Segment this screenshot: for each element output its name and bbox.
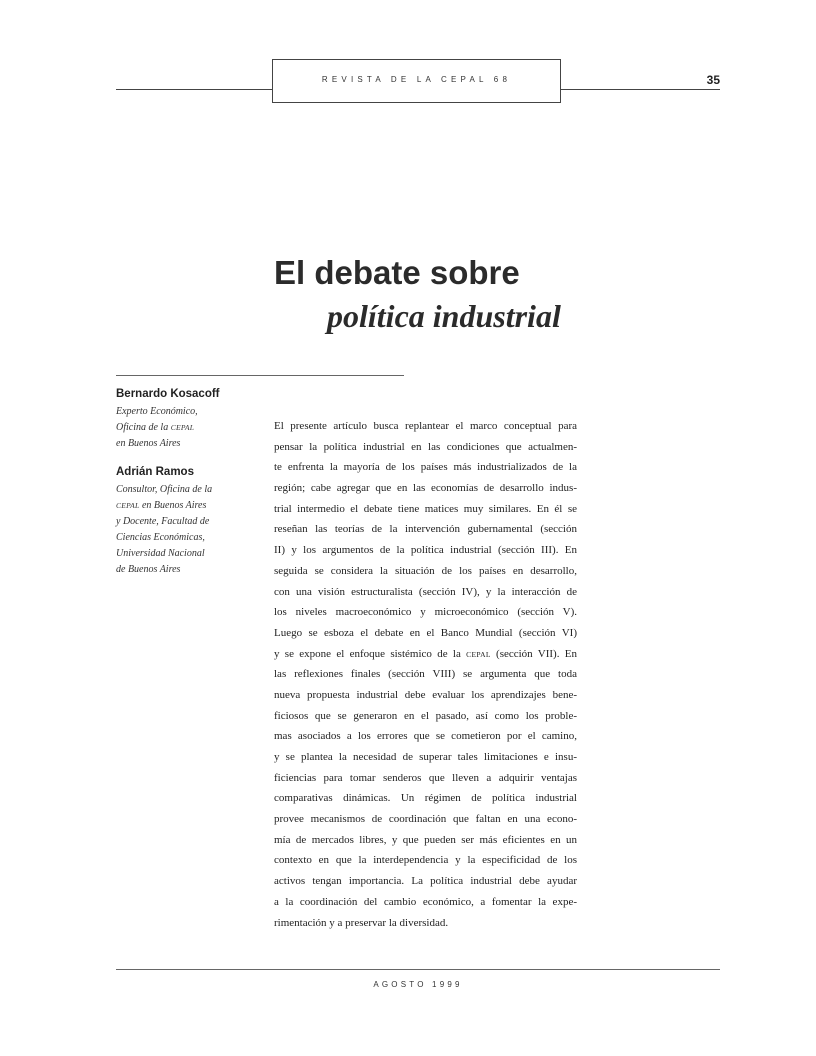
affiliation-line: en Buenos Aires [116,438,181,449]
abstract-line: mas asociados a los errores que se cometieron por el camino, [274,730,577,743]
abstract-line: los niveles macroeconómico y microeconómico (sección V). [274,606,577,619]
author-affiliation [116,482,266,578]
author-affiliation [116,404,266,452]
acronym: CEPAL [170,423,195,432]
abstract-line: provee mecanismos de coordinación que faltan en una econo- [274,813,577,826]
abstract-line: y se plantea la necesidad de superar tales limitaciones e insu- [274,751,577,763]
abstract-line: ficiosos que se generaron en el pasado, así como los proble- [274,709,577,722]
affiliation-line: Experto Económico, [116,406,198,417]
acronym: CEPAL [116,501,140,510]
abstract-line: con una visión estructuralista (sección IV), y la interacción de [274,585,577,598]
affiliation-line: Ciencias Económicas, [116,532,205,543]
abstract-line: seguida se considera la situación de los países en desarrollo, [274,564,577,577]
abstract-line: las reflexiones finales (sección VIII) se argumenta que toda [274,668,577,681]
abstract-line: comparativas dinámicas. Un régimen de política industrial [274,792,577,805]
affiliation-line: de Buenos Aires [116,564,181,575]
abstract-line: pensar la política industrial en las condiciones que actualmen- [274,440,577,453]
author-block [116,387,266,452]
article-title-line2: política industrial [327,298,561,334]
abstract-line: nueva propuesta industrial debe evaluar los aprendizajes bene- [274,688,577,701]
abstract-line: II) y los argumentos de la política industrial (sección III). En [274,544,577,557]
page-number: 35 [706,73,720,87]
author-name: Bernardo Kosacoff [116,388,220,400]
abstract-line: a la coordinación del cambio económico, a fomentar la expe- [274,895,577,908]
title-divider [116,375,404,376]
article-title-line1: El debate sobre [274,254,520,291]
affiliation-line: y Docente, Facultad de [116,516,210,527]
affiliation-line: Consultor, Oficina de la [116,484,213,495]
abstract-line: región; cabe agregar que en las economías de desarrollo indus- [274,482,577,495]
affiliation-line: Oficina de la CEPAL [116,422,195,433]
abstract-line: Luego se esboza el debate en el Banco Mundial (sección VI) [274,626,577,639]
affiliation-line: CEPAL en Buenos Aires [116,500,207,511]
affiliation-line: Universidad Nacional [116,548,205,559]
abstract-line: El presente artículo busca replantear el marco conceptual para [274,420,577,432]
journal-header-box [272,59,561,103]
abstract-line: y se expone el enfoque sistémico de la CEPAL (sección VII). En [274,647,577,660]
author-block [116,465,266,578]
journal-title: REVISTA DE LA CEPAL 68 [321,75,512,84]
footer-rule [116,969,720,970]
abstract-line: activos tengan importancia. La política industrial debe ayudar [274,875,577,888]
acronym: CEPAL [466,649,491,659]
abstract-line: contexto en que la interdependencia y la especificidad de los [274,854,577,867]
abstract [274,416,577,933]
abstract-line: mía de mercados libres, y que pueden ser más eficientes en un [274,833,577,846]
abstract-line: ficiencias para tomar senderos que lleven a adquirir ventajas [274,771,577,784]
abstract-line: trial intermedio el debate tiene matices muy similares. En él se [274,502,577,515]
abstract-line: rimentación y a preservar la diversidad. [274,916,449,929]
author-name: Adrián Ramos [116,466,194,478]
abstract-line: te enfrenta la mayoría de los países más industrializados de la [274,461,577,474]
abstract-line: reseñan las teorías de la intervención gubernamental (sección [274,523,577,536]
issue-date: AGOSTO 1999 [373,980,463,989]
